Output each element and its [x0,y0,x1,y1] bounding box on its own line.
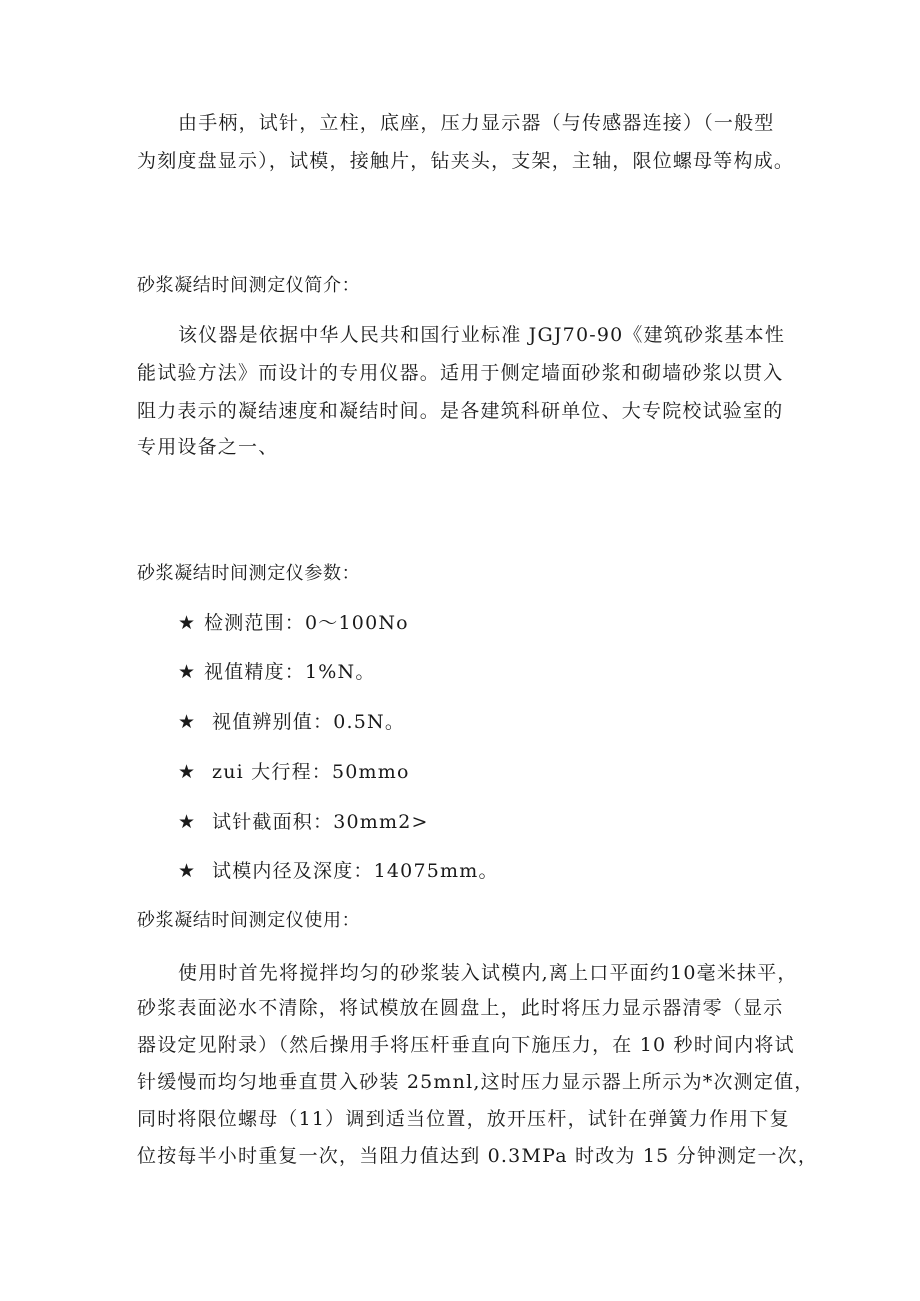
param-item [178,611,409,635]
param-text: 检测范围：0～100No [204,612,409,634]
section-intro-line-3: 阻力表示的凝结速度和凝结时间。是各建筑科研单位、大专院校试验室的 [137,400,784,422]
star-icon: ★ [178,661,197,683]
section-intro-line-1: 该仪器是依据中华人民共和国行业标准 JGJ70-90《建筑砂浆基本性 [178,324,786,346]
section-usage-heading: 砂浆凝结时间测定仪使用： [137,910,361,931]
param-text: 试模内径及深度：14075mm。 [212,860,499,882]
section-usage-line-6: 位按每半小时重复一次，当阻力值达到 0.3MPa 时改为 15 分钟测定一次， [137,1145,819,1167]
star-icon: ★ [178,612,197,634]
star-icon: ★ [178,711,197,733]
section-intro-heading: 砂浆凝结时间测定仪简介： [137,275,361,296]
param-text: zui 大行程：50mmo [212,761,410,783]
section-usage-line-2: 砂浆表面泌水不清除，将试模放在圆盘上，此时将压力显示器清零（显示 [137,997,784,1019]
param-item [178,810,429,834]
star-icon: ★ [178,761,197,783]
param-item [178,710,405,734]
param-item [178,859,499,883]
param-text: 视值辨别值：0.5N。 [212,711,406,733]
section-usage-line-3: 器设定见附录）（然后操用手将压杆垂直向下施压力，在 10 秒时间内将试 [137,1034,795,1056]
intro-line-2: 为刻度盘显示），试模，接触片，钻夹头，支架，主轴，限位螺母等构成。 [137,150,795,172]
section-intro-line-4: 专用设备之一、 [137,436,279,458]
star-icon: ★ [178,860,197,882]
section-usage-line-5: 同时将限位螺母（11）调到适当位置，放开压杆，试针在弹簧力作用下复 [137,1108,790,1130]
star-icon: ★ [178,811,197,833]
section-usage-line-4: 针缓慢而均匀地垂直贯入砂装 25mnl,这时压力显示器上所示为*次测定值， [137,1071,815,1093]
param-item [178,760,410,784]
section-params-heading: 砂浆凝结时间测定仪参数： [137,563,361,584]
intro-line-1: 由手柄，试针，立柱，底座，压力显示器（与传感器连接）（一般型 [178,112,775,134]
section-usage-line-1: 使用时首先将搅拌均匀的砂浆装入试模内,离上口平面约10毫米抹平， [178,962,798,984]
param-text: 试针截面积：30mm2> [212,811,429,833]
param-text: 视值精度：1%N。 [204,661,376,683]
param-item [178,660,376,684]
section-intro-line-2: 能试验方法》而设计的专用仪器。适用于侧定墙面砂浆和砌墙砂浆以贯入 [137,362,784,384]
